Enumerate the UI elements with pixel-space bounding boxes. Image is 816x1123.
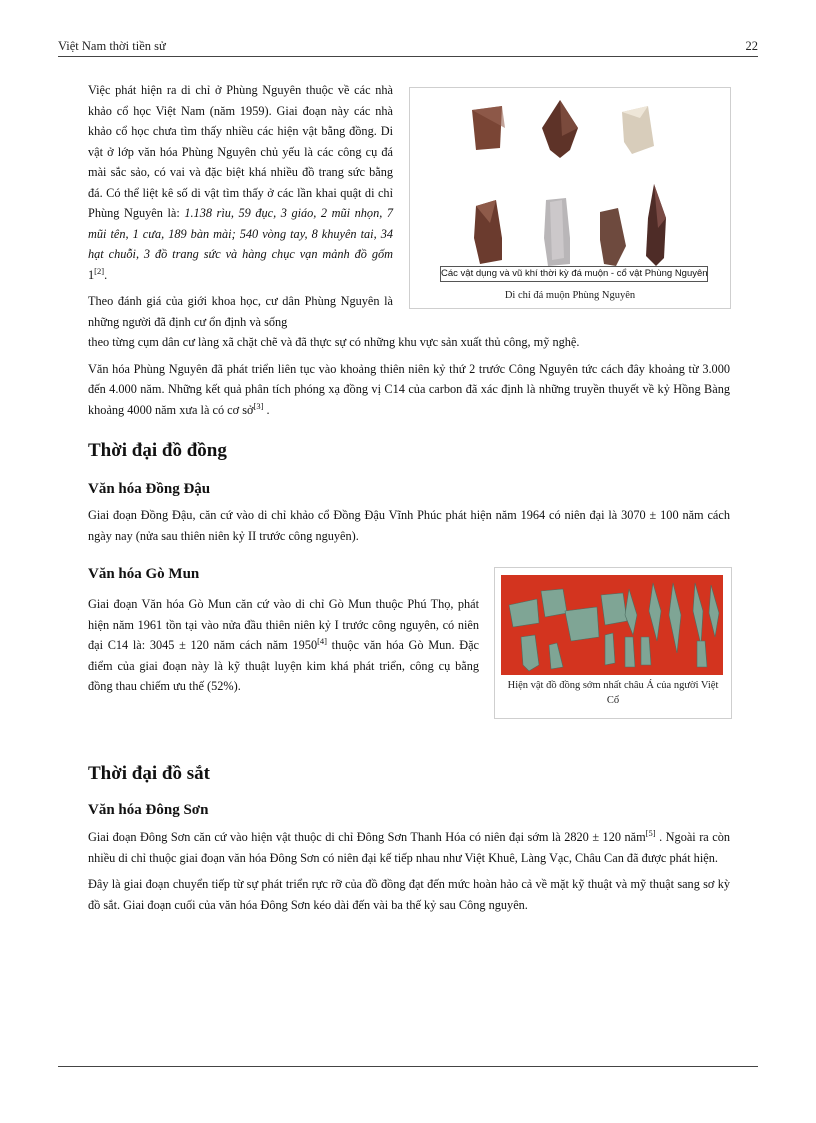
go-mun-section — [88, 594, 479, 703]
dong-son-section — [88, 827, 730, 921]
artifact-list: 1.138 rìu, 59 đục, 3 giáo, 2 mũi nhọn, 7 mũi tên, 1 cưa, 189 bàn mài; 540 vòng tay, 8 khuyên tai, 34 hạt chuỗi, 3 đồ trang sức và hàng chục vạn mảnh đồ gốm — [88, 206, 393, 261]
footnote-ref-3[interactable]: [3] — [253, 400, 264, 411]
running-title: Việt Nam thời tiền sử — [58, 39, 166, 53]
figure2-caption: Hiện vật đồ đồng sớm nhất châu Á của người Việt Cổ — [507, 680, 719, 706]
stone-scraper — [622, 106, 654, 154]
footnote-ref-4[interactable]: [4] — [317, 635, 328, 646]
stone-axe-1 — [472, 106, 505, 150]
dong-son-paragraph-2: Đây là giai đoạn chuyển tiếp từ sự phát triển rực rỡ của đồ đồng đạt đến mức hoàn hảo cả về mặt kỹ thuật và mỹ thuật sang sơ kỳ đồ sắt. Giai đoạn cuối của văn hóa Đông Sơn kéo dài đến vài ba thế kỷ sau Công nguyên. — [88, 877, 730, 912]
stone-adze — [600, 208, 626, 266]
dong-dau-section — [88, 505, 730, 552]
bronze-chisel-5 — [641, 637, 651, 665]
footer-rule — [58, 1066, 758, 1067]
go-mun-heading: Văn hóa Gò Mun — [88, 566, 200, 582]
phung-nguyen-figure — [409, 87, 731, 309]
go-mun-paragraph: Giai đoạn Văn hóa Gò Mun căn cứ vào di chỉ Gò Mun thuộc Phú Thọ, phát hiện năm 1961 tồn tại vào nửa đầu thiên niên kỷ I trước công nguyên, có niên đại C14 là: 3045 ± 120 năm cách năm 1950[4] thuộc văn hóa Gò Mun. Đặc điểm của giai đoạn này là kỹ thuật luyện kim khá phát triển, công cụ bằng đồng thau chiếm ưu thế (52%). — [88, 597, 479, 693]
footnote-ref-5[interactable]: [5] — [645, 827, 656, 838]
bronze-artifacts-figure — [494, 567, 732, 719]
assessment-paragraph-end: theo từng cụm dân cư làng xã chặt chẽ và đã thực sự có những khu vực sản xuất thủ công, mỹ nghệ. — [88, 335, 580, 349]
bronze-age-heading: Thời đại đồ đồng — [88, 440, 227, 461]
stone-axe-2 — [474, 200, 502, 264]
bronze-artifacts-image — [501, 575, 723, 675]
footnote-ref-2[interactable]: [2] — [94, 265, 105, 276]
page-header — [58, 38, 758, 57]
iron-age-heading: Thời đại đồ sắt — [88, 763, 210, 784]
phung-nguyen-paragraph: Việc phát hiện ra di chỉ ở Phùng Nguyên thuộc về các nhà khảo cổ học Việt Nam (năm 1959). Giai đoạn này các nhà khảo cổ học chưa tìm thấy nhiều các hiện vật bằng đồng. Di vật ở lớp văn hóa Phùng Nguyên chủ yếu là các công cụ đá mài sắc sảo, có vai và đặc biệt khá nhiều đồ trang sức bằng đá. Có thể liệt kê số di vật tìm thấy ở các lần khai quật di chỉ Phùng Nguyên là: 1.138 rìu, 59 đục, 3 giáo, 2 mũi nhọn, 7 mũi tên, 1 cưa, 189 bàn mài; 540 vòng tay, 8 khuyên tai, 34 hạt chuỗi, 3 đồ trang sức và hàng chục vạn mảnh đồ gốm 1[2]. — [88, 83, 393, 282]
bronze-chisel-6 — [697, 641, 707, 667]
figure-inner-label: Các vật dụng và vũ khí thời kỳ đá muộn - cổ vật Phùng Nguyên — [440, 266, 708, 282]
bronze-axe-4 — [601, 593, 627, 625]
page-number: 22 — [745, 39, 758, 53]
dong-son-paragraph-1: Giai đoạn Đông Sơn căn cứ vào hiện vật thuộc di chỉ Đông Sơn Thanh Hóa có niên đại sớm là 2820 ± 120 năm[5] . Ngoài ra còn nhiều di chỉ thuộc giai đoạn văn hóa Đông Sơn có niên đại kế tiếp nhau như Việt Khuê, Làng Vạc, Châu Can đã được phát hiện. — [88, 827, 731, 865]
stone-arrowhead-top — [542, 100, 578, 158]
bronze-axe-3 — [565, 607, 599, 641]
stone-chisel — [544, 198, 570, 266]
assessment-paragraph-start: Theo đánh giá của giới khoa học, cư dân Phùng Nguyên là những người đã định cư ổn định và sống — [88, 294, 393, 329]
bronze-chisel-4 — [625, 637, 635, 667]
figure1-caption: Di chỉ đá muộn Phùng Nguyên — [504, 290, 636, 301]
dating-paragraph: Văn hóa Phùng Nguyên đã phát triển liên tục vào khoảng thiên niên kỷ thứ 2 trước Công Nguyên tức cách đây khoảng từ 3.000 đến 4.000 năm. Những kết quả phân tích phóng xạ đồng vị C14 của carbon đã xác định là những truyền thuyết về kỷ Hồng Bàng khoảng 4000 năm xưa là có cơ sở[3] . — [88, 361, 730, 417]
stone-spearhead — [646, 184, 666, 266]
bronze-axe-2 — [541, 589, 567, 617]
dong-dau-heading: Văn hóa Đồng Đậu — [88, 481, 211, 497]
bronze-chisel-3 — [605, 633, 615, 665]
dong-son-heading: Văn hóa Đông Sơn — [88, 802, 209, 818]
dong-dau-paragraph: Giai đoạn Đồng Đậu, căn cứ vào di chỉ khảo cổ Đồng Đậu Vĩnh Phúc phát hiện năm 1964 có niên đại là 3070 ± 100 năm cách ngày nay (nửa sau thiên niên kỷ II trước công nguyên). — [88, 508, 730, 543]
